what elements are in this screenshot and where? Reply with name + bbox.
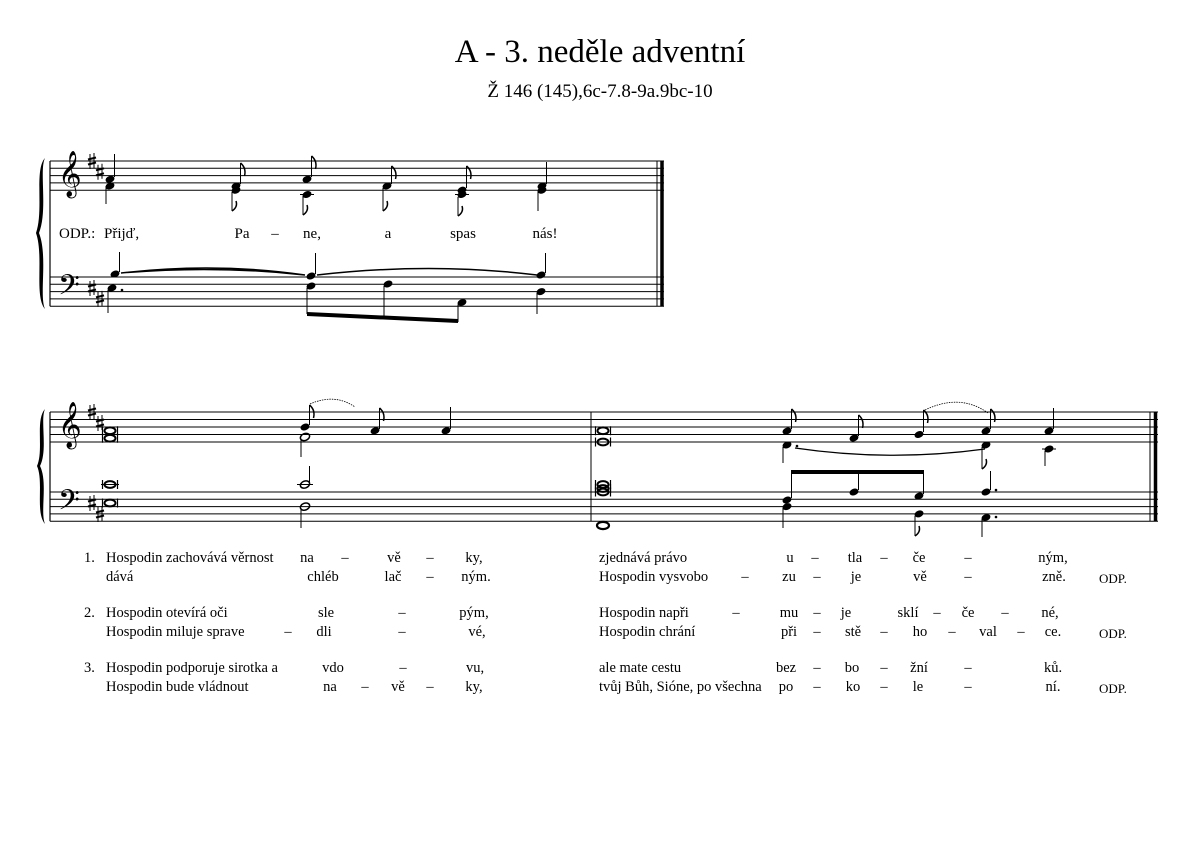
verse-syllable: bez	[775, 660, 797, 676]
verse-syllable: vě	[391, 679, 405, 695]
verse-syllable: lač	[384, 569, 402, 585]
verse-syllable: vé,	[468, 624, 486, 640]
verse-text: Hospodin miluje sprave	[106, 624, 245, 640]
bass-clef-icon: 𝄢	[58, 269, 80, 309]
lyric-syllable: nás!	[532, 226, 558, 242]
verse-syllable: ky,	[465, 550, 483, 566]
verse-text: zjednává právo	[599, 550, 688, 566]
verse-hyphen: –	[948, 624, 956, 640]
lyric-syllable: Pa	[234, 226, 250, 242]
lyric-syllable: spas	[450, 226, 476, 242]
verse-syllable: ní.	[1045, 679, 1061, 695]
verse-hyphen: –	[880, 679, 888, 695]
verse-hyphen: –	[732, 605, 740, 621]
verse-text: ale mate cestu	[599, 660, 682, 676]
verse-hyphen: –	[741, 569, 749, 585]
verse-hyphen: –	[813, 569, 821, 585]
verse-number: 3.	[84, 660, 95, 676]
verse-syllable: u	[786, 550, 794, 566]
verse-hyphen: –	[811, 550, 819, 566]
page-title: A - 3. neděle adventní	[454, 34, 746, 70]
verse-hyphen: –	[361, 679, 369, 695]
lyric-hyphen: –	[271, 226, 279, 242]
verse-hyphen: –	[880, 624, 888, 640]
lyric-syllable: Přijď,	[104, 226, 140, 242]
verse-syllable: je	[850, 569, 862, 585]
verse-syllable: sle	[317, 605, 335, 621]
verse-number: 2.	[84, 605, 95, 621]
brace-icon	[37, 409, 45, 524]
verse-syllable: ným.	[461, 569, 491, 585]
verse-text: tvůj Bůh, Sióne, po všechna	[599, 679, 762, 695]
verse-syllable: stě	[844, 624, 862, 640]
verse-syllable: vdo	[322, 660, 344, 676]
lyric-syllable: ne,	[303, 226, 321, 242]
verse-hyphen: –	[880, 550, 888, 566]
verse-syllable: žní	[910, 660, 928, 676]
verse-text: Hospodin otevírá oči	[106, 605, 228, 621]
odp-marker: ODP.	[1099, 626, 1127, 641]
verse-hyphen: –	[964, 660, 972, 676]
verse-hyphen: –	[964, 679, 972, 695]
treble-clef-icon: 𝄞	[58, 151, 82, 197]
verse-syllable: ným,	[1038, 550, 1068, 566]
verse-hyphen: –	[426, 550, 434, 566]
verse-syllable: vě	[387, 550, 401, 566]
odp-marker: ODP.	[1099, 681, 1127, 696]
brace-icon	[36, 158, 45, 309]
bass-clef-icon: 𝄢	[58, 484, 80, 524]
verse-syllable: sklí	[897, 605, 919, 621]
verse-text: Hospodin chrání	[599, 624, 696, 640]
verse-number: 1.	[84, 550, 95, 566]
verse-hyphen: –	[813, 624, 821, 640]
verse-hyphen: –	[284, 624, 292, 640]
verse-hyphen: –	[398, 605, 406, 621]
verse-hyphen: –	[1017, 624, 1025, 640]
verse-hyphen: –	[964, 550, 972, 566]
verse-hyphen: –	[398, 624, 406, 640]
verse-text: Hospodin zachovává věrnost	[106, 550, 274, 566]
verse-text: dává	[106, 569, 134, 585]
verse-syllable: le	[912, 679, 924, 695]
verse-text: Hospodin bude vládnout	[106, 679, 249, 695]
verse-hyphen: –	[426, 569, 434, 585]
verse-text: Hospodin napři	[599, 605, 689, 621]
odp-marker: ODP.	[1099, 571, 1127, 586]
verse-syllable: vě	[913, 569, 927, 585]
verse-syllable: bo	[844, 660, 860, 676]
verse-text: Hospodin vysvobo	[599, 569, 709, 585]
verse-hyphen: –	[933, 605, 941, 621]
verse-hyphen: –	[964, 569, 972, 585]
verse-hyphen: –	[813, 605, 821, 621]
verse-syllable: je	[840, 605, 852, 621]
psalm-reference: Ž 146 (145),6c-7.8-9a.9bc-10	[487, 81, 713, 102]
verse-hyphen: –	[813, 679, 821, 695]
verse-syllable: při	[780, 624, 798, 640]
verse-hyphen: –	[426, 679, 434, 695]
verse-syllable: če	[961, 605, 975, 621]
verse-hyphen: –	[880, 660, 888, 676]
bass-staff-2	[50, 492, 1158, 521]
verse-syllable: po	[778, 679, 794, 695]
verse-syllable: vu,	[465, 660, 485, 676]
verse-syllable: zu	[782, 569, 796, 585]
verse-hyphen: –	[341, 550, 349, 566]
verse-syllable: val	[979, 624, 997, 640]
verse-syllable: tla	[847, 550, 863, 566]
verse-syllable: če	[912, 550, 926, 566]
verse-syllable: né,	[1041, 605, 1059, 621]
verse-syllable: ho	[912, 624, 928, 640]
verse-text: Hospodin podporuje sirotka a	[106, 660, 278, 676]
treble-staff-1	[50, 161, 664, 190]
bass-staff-1	[50, 277, 664, 306]
response-label: ODP.:	[59, 226, 96, 242]
verse-syllable: ce.	[1044, 624, 1062, 640]
verse-syllable: ků.	[1043, 660, 1063, 676]
verse-hyphen: –	[813, 660, 821, 676]
system-2	[37, 399, 1158, 537]
verse-syllable: pým,	[459, 605, 489, 621]
lyric-syllable: a	[384, 226, 392, 242]
verse-syllable: dli	[316, 624, 332, 640]
verse-hyphen: –	[1001, 605, 1009, 621]
verse-syllable: mu	[779, 605, 799, 621]
treble-clef-icon: 𝄞	[58, 402, 82, 448]
verse-hyphen: –	[399, 660, 407, 676]
verse-syllable: na	[323, 679, 337, 695]
verse-syllable: na	[300, 550, 314, 566]
verse-syllable: ko	[845, 679, 861, 695]
verse-syllable: chléb	[307, 569, 339, 585]
verse-syllable: ky,	[465, 679, 483, 695]
verse-syllable: zně.	[1042, 569, 1066, 585]
